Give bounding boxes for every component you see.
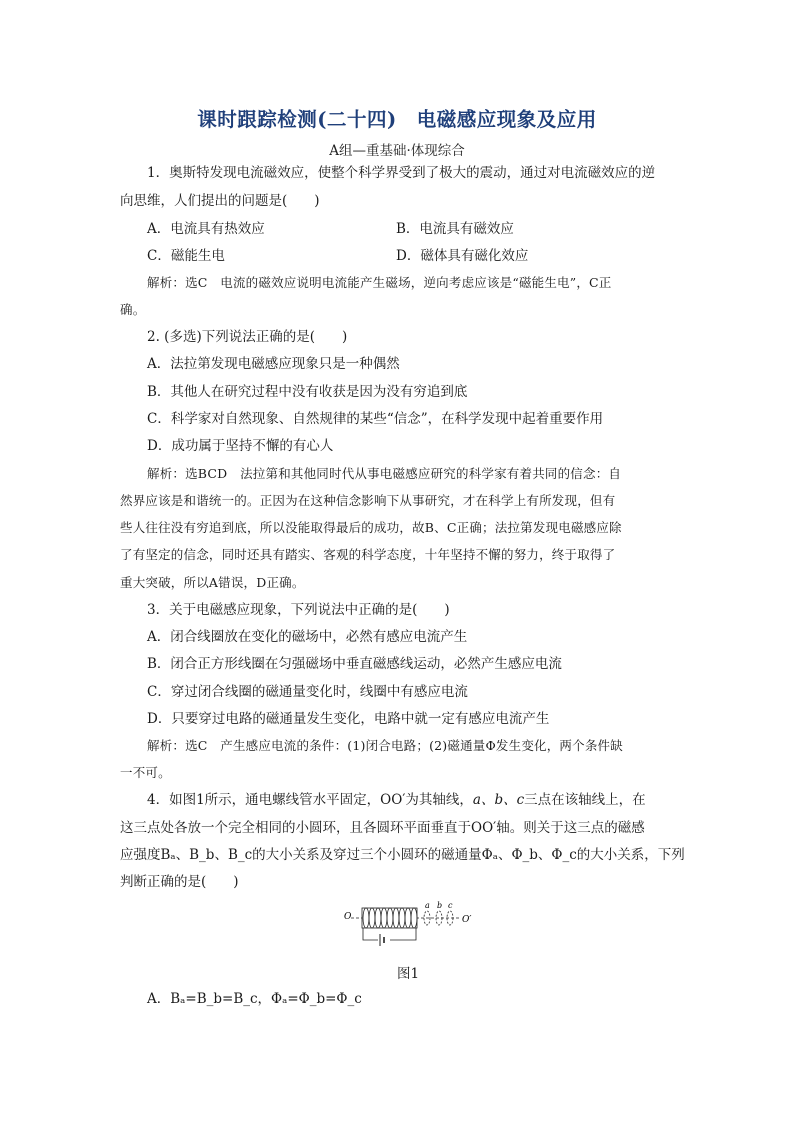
q3-option-c: C．穿过闭合线圈的磁通量变化时，线圈中有感应电流 [147,684,468,700]
q1-stem-line1: 1．奥斯特发现电流磁效应，使整个科学界受到了极大的震动，通过对电流磁效应的逆 [147,165,656,181]
q3-solution-line1: 解析：选C 产生感应电流的条件：(1)闭合电路；(2)磁通量Φ发生变化，两个条件缺 [147,738,623,753]
q2-solution-line5: 重大突破，所以A错误，D正确。 [120,575,305,590]
q2-solution-line2: 然界应该是和谐统一的。正因为在这种信念影响下从事研究，才在科学上有所发现，但有 [120,493,616,508]
q2-option-c: C．科学家对自然现象、自然规律的某些“信念”，在科学发现中起着重要作用 [147,411,604,427]
q1-solution-line1: 解析：选C 电流的磁效应说明电流能产生磁场，逆向考虑应该是“磁能生电”，C正 [147,275,612,290]
q1-stem-line2: 向思维，人们提出的问题是( ) [120,193,320,209]
figure-label-o: O [344,912,352,922]
q4-stem-line1-points: a、b、c [472,792,525,808]
solenoid-figure [342,900,484,950]
q2-option-d: D．成功属于坚持不懈的有心人 [147,438,334,454]
q3-option-b: B．闭合正方形线圈在匀强磁场中垂直磁感线运动，必然产生感应电流 [147,656,562,672]
q4-stem-line1-part1: 4．如图1所示，通电螺线管水平固定，OO′为其轴线， [147,792,473,808]
q3-stem: 3．关于电磁感应现象，下列说法中正确的是( ) [147,602,450,618]
q3-option-d: D．只要穿过电路的磁通量发生变化，电路中就一定有感应电流产生 [147,711,550,727]
q4-option-a: A．Bₐ=B_b=B_c，Φₐ=Φ_b=Φ_c [147,991,362,1007]
figure-label-b: b [437,901,443,910]
q4-stem-line1 [147,791,646,809]
q4-stem-line2: 这三点处各放一个完全相同的小圆环，且各圆环平面垂直于OO′轴。则关于这三点的磁感 [120,820,645,836]
q1-option-a: A．电流具有热效应 [147,221,265,237]
q1-option-c: C．磁能生电 [147,248,225,264]
q2-option-b: B．其他人在研究过程中没有收获是因为没有穷追到底 [147,384,468,400]
page-title: 课时跟踪检测(二十四) 电磁感应现象及应用 [197,108,597,131]
q3-option-a: A．闭合线圈放在变化的磁场中，必然有感应电流产生 [147,629,468,645]
q1-solution-line2: 确。 [120,302,146,317]
q3-solution-line2: 一不可。 [120,765,171,780]
figure-label-a: a [425,901,430,910]
q4-stem-line4: 判断正确的是( ) [120,874,239,890]
q2-stem: 2. (多选)下列说法正确的是( ) [147,329,348,345]
figure-label-c: c [448,901,453,910]
wire-right [390,928,416,940]
wire-left [363,928,378,940]
q4-stem-line1-part2: 三点在该轴线上，在 [524,792,646,808]
q2-option-a: A．法拉第发现电磁感应现象只是一种偶然 [147,356,400,372]
q1-option-d: D．磁体具有磁化效应 [396,248,529,264]
q1-option-b: B．电流具有磁效应 [396,221,514,237]
figure-caption: 图1 [397,966,420,982]
figure-label-o-prime: O′ [462,915,472,925]
q2-solution-line1: 解析：选BCD 法拉第和其他同时代从事电磁感应研究的科学家有着共同的信念：自 [147,466,622,481]
section-subtitle: A组—重基础·体现综合 [329,143,465,159]
q2-solution-line3: 些人往往没有穷追到底，所以没能取得最后的成功，故B、C正确；法拉第发现电磁感应除 [120,520,622,535]
q2-solution-line4: 了有坚定的信念，同时还具有踏实、客观的科学态度，十年坚持不懈的努力，终于取得了 [120,547,616,562]
q4-stem-line3: 应强度Bₐ、B_b、B_c的大小关系及穿过三个小圆环的磁通量Φₐ、Φ_b、Φ_c的大小关系，下列 [120,847,685,863]
